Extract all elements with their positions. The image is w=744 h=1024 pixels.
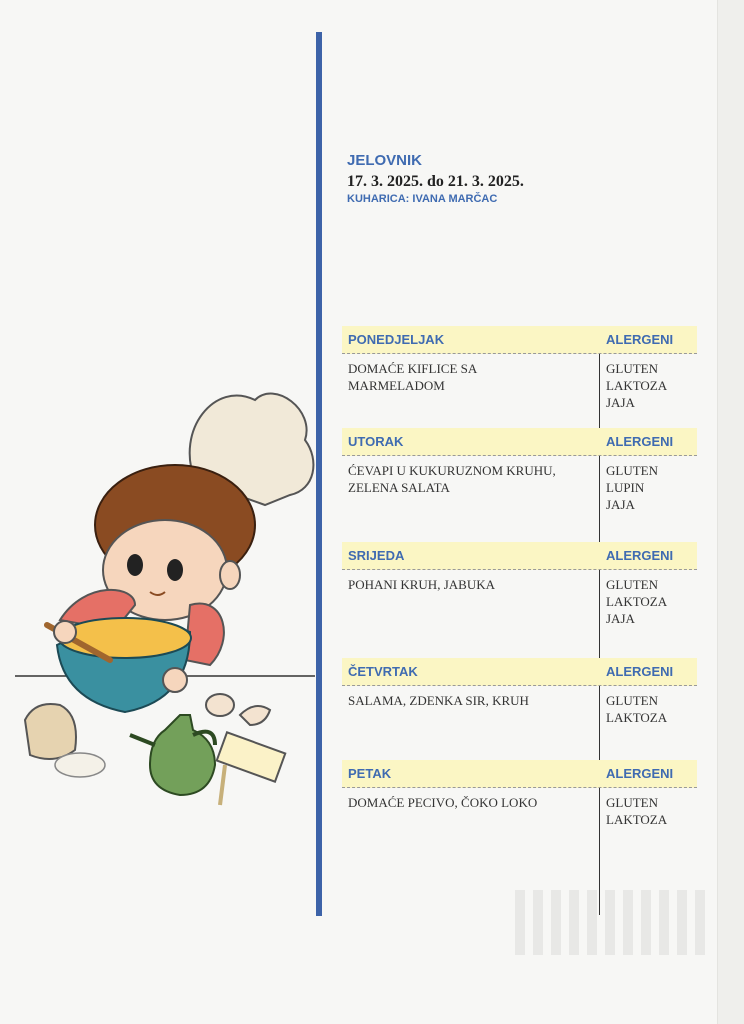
allergen-item: GLUTEN	[606, 795, 658, 810]
day-name: PETAK	[348, 766, 392, 781]
allergen-item: GLUTEN	[606, 361, 658, 376]
day-header-bar	[342, 428, 697, 456]
meal-line: MARMELADOM	[348, 378, 445, 393]
page-title: JELOVNIK	[347, 152, 423, 169]
day-header-bar	[342, 326, 697, 354]
allergen-item: GLUTEN	[606, 693, 658, 708]
day-name: PONEDJELJAK	[348, 332, 445, 347]
allergen-item: GLUTEN	[606, 463, 658, 478]
meal-line: DOMAĆE KIFLICE SA	[348, 361, 478, 376]
allergen-item: LAKTOZA	[606, 710, 668, 725]
allergen-item: LAKTOZA	[606, 594, 668, 609]
allergens-heading: ALERGENI	[606, 664, 674, 679]
allergens-heading: ALERGENI	[606, 434, 674, 449]
allergen-item: LAKTOZA	[606, 378, 668, 393]
allergen-item: LUPIN	[606, 480, 645, 495]
meal-line: ĆEVAPI U KUKURUZNOM KRUHU,	[348, 463, 556, 478]
allergen-item: GLUTEN	[606, 577, 658, 592]
day-row	[342, 326, 697, 410]
allergens-heading: ALERGENI	[606, 548, 674, 563]
allergen-list	[606, 794, 667, 828]
date-range: 17. 3. 2025. do 21. 3. 2025.	[347, 173, 524, 190]
meal-text	[348, 462, 588, 496]
cook-name: KUHARICA: IVANA MARČAC	[347, 193, 498, 205]
allergens-heading: ALERGENI	[606, 766, 674, 781]
day-header-bar	[342, 760, 697, 788]
meal-line: POHANI KRUH, JABUKA	[348, 577, 495, 592]
allergen-list	[606, 360, 667, 411]
allergen-item: LAKTOZA	[606, 812, 668, 827]
day-name: UTORAK	[348, 434, 404, 449]
allergen-item: JAJA	[606, 395, 635, 410]
day-row	[342, 542, 697, 626]
allergen-item: JAJA	[606, 497, 635, 512]
day-header-bar	[342, 658, 697, 686]
day-header-bar	[342, 542, 697, 570]
day-row	[342, 658, 697, 725]
allergen-item: JAJA	[606, 611, 635, 626]
meal-text	[348, 794, 588, 811]
page-edge	[717, 0, 744, 1024]
menu-header	[347, 152, 524, 205]
allergens-heading: ALERGENI	[606, 332, 674, 347]
meal-text	[348, 692, 588, 709]
meal-text	[348, 576, 588, 593]
day-name: SRIJEDA	[348, 548, 405, 563]
allergen-list	[606, 462, 658, 513]
meal-line: ZELENA SALATA	[348, 480, 450, 495]
allergen-column-divider	[599, 326, 600, 915]
meal-line: SALAMA, ZDENKA SIR, KRUH	[348, 693, 529, 708]
meal-line: DOMAĆE PECIVO, ČOKO LOKO	[348, 795, 538, 810]
allergen-list	[606, 692, 667, 726]
day-name: ČETVRTAK	[348, 664, 418, 679]
chef-boy-illustration	[15, 370, 315, 810]
day-row	[342, 760, 697, 827]
allergen-list	[606, 576, 667, 627]
vertical-divider	[316, 32, 322, 916]
bleed-through-text	[515, 890, 710, 955]
meal-text	[348, 360, 588, 394]
day-row	[342, 428, 697, 512]
